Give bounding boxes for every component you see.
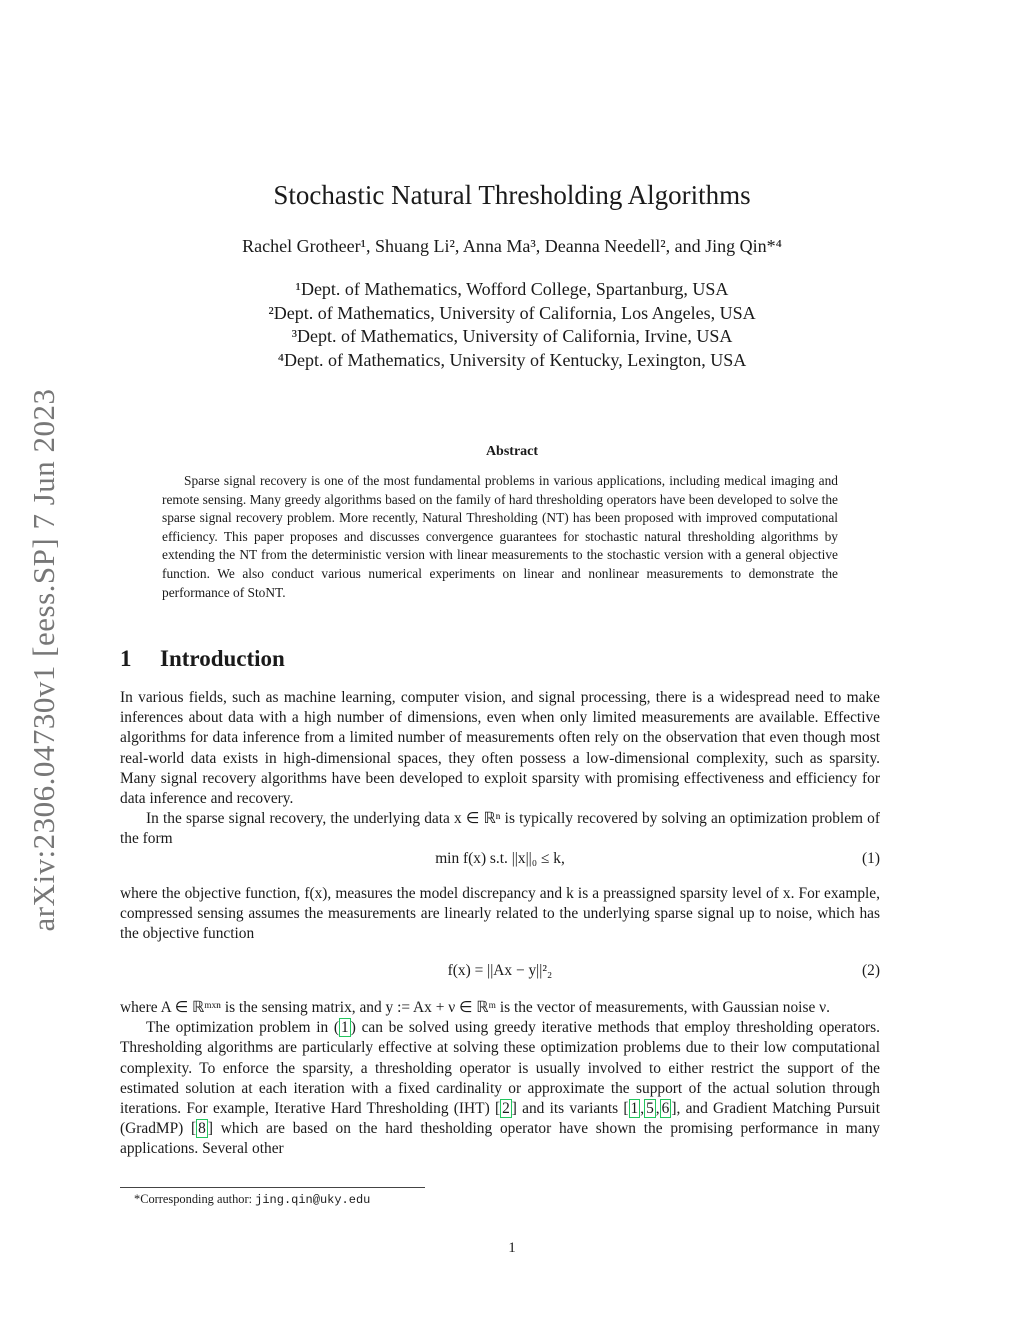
section-title: Introduction [160,646,285,671]
equation-1 [120,850,880,874]
equation-reference-link[interactable]: 1 [341,1019,349,1037]
page-number: 1 [508,1240,516,1256]
intro-paragraph-3 [120,884,880,945]
footnote-divider [120,1187,425,1188]
citation-link[interactable]: 2 [502,1100,510,1118]
paragraph: where A ∈ ℝᵐˣⁿ is the sensing matrix, and y := Ax + ν ∈ ℝᵐ is the vector of measurements, with Gaussian noise ν. [120,999,830,1016]
footnote-label: *Corresponding author: [134,1192,256,1206]
section-number: 1 [120,646,132,671]
equation-expression: f(x) = ||Ax − y||²₂ [447,962,553,979]
equation-label: (2) [862,962,880,979]
paper-title: Stochastic Natural Thresholding Algorithms [273,180,751,210]
paragraph: In the sparse signal recovery, the underlying data x ∈ ℝⁿ is typically recovered by solving an optimization problem of the form [120,810,880,848]
equation-expression: min f(x) s.t. ||x||₀ ≤ k, [435,850,565,867]
abstract-text: Sparse signal recovery is one of the most fundamental problems in various applications, including medical imaging and remote sensing. Many greedy algorithms based on the family of hard thresholding operators have been developed to solve the sparse signal recovery problem. More recently, Natural Thresholding (NT) has been proposed with improved computational efficiency. This paper proposes and discusses convergence guarantees for stochastic natural thresholding algorithms by extending the NT from the deterministic version with linear measurements to the stochastic version with a general objective function. We also conduct various numerical experiments on linear and nonlinear measurements to demonstrate the performance of StoNT. [162,473,838,600]
paragraph: The optimization problem in ( 1 ) can be solved using greedy iterative methods that employ thresholding operators. Thresholding algorithms are particularly effective at solving these optimization problems due to their low computational complexity. To enforce the sparsity, a thresholding operator is usually involved to either restrict the support of the estimated solution at each iteration with a fixed cardinality or approximate the support of the actual solution through iterations. For example, Iterative Hard Thresholding (IHT) [ 2 ] and its variants [ 1 , 5 , 6 ], and Gradient Matching Pursuit (GradMP) [ 8 ] which are based on the hard thesholding operator have shown the promising performance in many applications. Several other [120,1019,880,1158]
intro-paragraph-1 [120,688,880,850]
citation-link[interactable]: 5 [646,1100,654,1118]
author-list: Rachel Grotheer¹, Shuang Li², Anna Ma³, Deanna Needell², and Jing Qin*⁴ [242,236,782,256]
section-heading [120,646,285,672]
paragraph: In various fields, such as machine learning, computer vision, and signal processing, there is a widespread need to make inferences about data with a high number of dimensions, even when only limited measurements are available. Effective algorithms for data inference from a limited number of measurements often rely on the observation that even though most real-world data exists in high-dimensional spaces, they often possess a low-dimensional complexity, such as sparsity. Many signal recovery algorithms have been developed to exploit sparsity with promising effectiveness and efficiency for data inference and recovery. [120,689,880,808]
affiliation: ¹Dept. of Mathematics, Wofford College, Spartanburg, USA [295,279,729,299]
equation-label: (1) [862,850,880,867]
equation-2 [120,962,880,986]
affiliation: ⁴Dept. of Mathematics, University of Kentucky, Lexington, USA [277,349,747,370]
affiliations [0,278,1024,372]
paragraph: where the objective function, f(x), measures the model discrepancy and k is a preassigned sparsity level of x. For example, compressed sensing assumes the measurements are linearly related to the underlying sparse signal up to noise, which has the objective function [120,885,880,943]
abstract-heading: Abstract [485,444,539,459]
arxiv-identifier-stamp: arXiv:2306.04730v1 [eess.SP] 7 Jun 2023 [26,388,61,932]
citation-link[interactable]: 8 [198,1120,206,1138]
citation-link[interactable]: 6 [661,1100,670,1118]
citation-link[interactable]: 1 [630,1100,639,1118]
footnote [134,1192,370,1207]
affiliation: ²Dept. of Mathematics, University of California, Los Angeles, USA [268,302,756,323]
affiliation: ³Dept. of Mathematics, University of California, Irvine, USA [291,326,733,346]
intro-paragraph-4 [120,998,880,1160]
footnote-email[interactable]: jing.qin@uky.edu [255,1193,371,1207]
